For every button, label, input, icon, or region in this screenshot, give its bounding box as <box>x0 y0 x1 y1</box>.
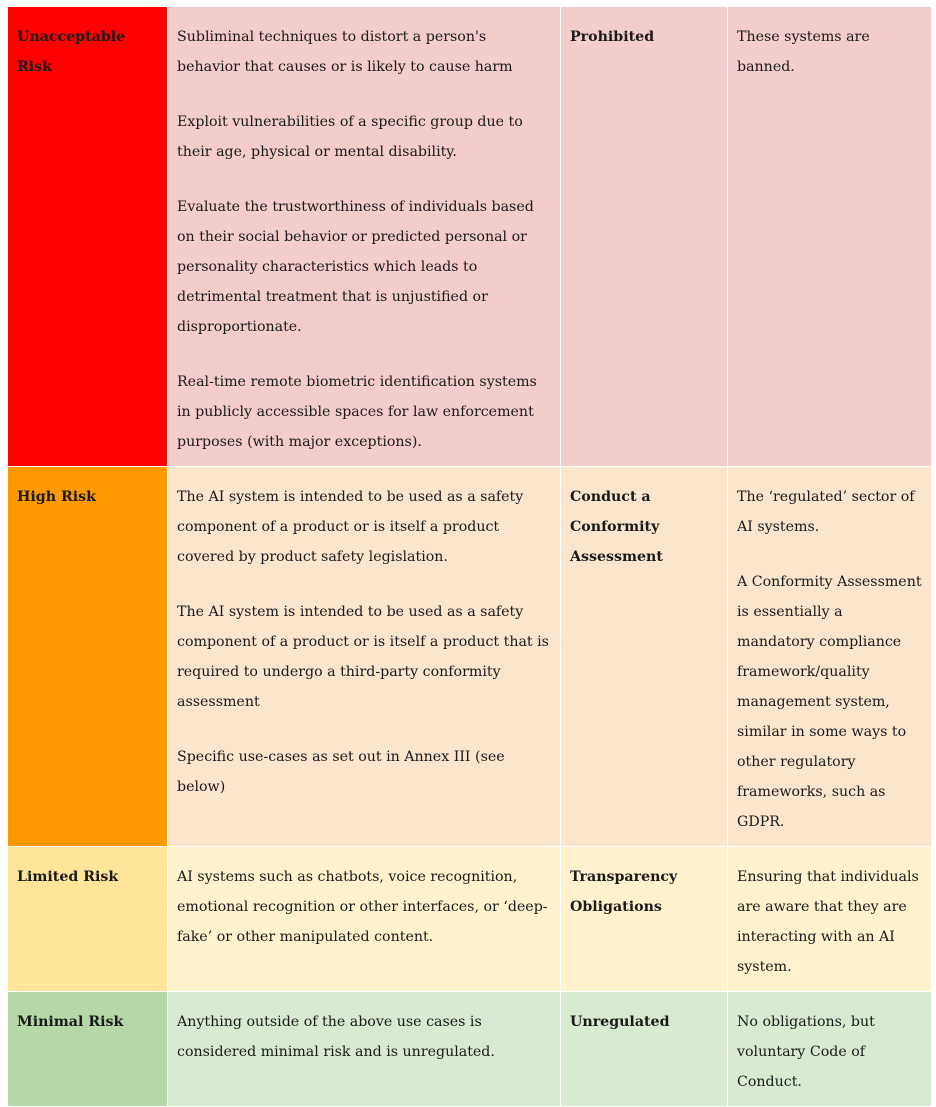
criteria-item: Subliminal techniques to distort a person's behavior that causes or is likely to cause harm <box>177 29 513 75</box>
criteria-cell <box>168 467 561 847</box>
criteria-cell <box>168 992 561 1107</box>
risk-level-cell: Limited Risk <box>8 847 168 992</box>
criteria-cell <box>168 7 561 467</box>
risk-row-limited <box>8 847 932 992</box>
notes-item: These systems are banned. <box>737 29 870 75</box>
action-cell: Conduct a Conformity Assessment <box>561 467 728 847</box>
notes-cell <box>728 992 932 1107</box>
risk-level-cell: Minimal Risk <box>8 992 168 1107</box>
action-cell: Transparency Obligations <box>561 847 728 992</box>
risk-row-unacceptable <box>8 7 932 467</box>
action-cell: Unregulated <box>561 992 728 1107</box>
risk-level-cell: Unacceptable Risk <box>8 7 168 467</box>
notes-cell <box>728 467 932 847</box>
risk-row-high <box>8 467 932 847</box>
notes-item: A Conformity Assessment is essentially a mandatory compliance framework/quality management system, similar in some ways to other regulatory frameworks, such as GDPR. <box>737 574 922 830</box>
notes-item: Ensuring that individuals are aware that they are interacting with an AI system. <box>737 869 919 975</box>
criteria-item: The AI system is intended to be used as a safety component of a product or is itself a product that is required to undergo a third-party conformity assessment <box>177 604 549 710</box>
criteria-item: AI systems such as chatbots, voice recognition, emotional recognition or other interfaces, or ‘deep-fake’ or other manipulated content. <box>177 869 548 945</box>
notes-item: The ‘regulated’ sector of AI systems. <box>737 489 915 535</box>
criteria-item: Anything outside of the above use cases is considered minimal risk and is unregulated. <box>177 1014 495 1060</box>
criteria-cell <box>168 847 561 992</box>
notes-cell <box>728 7 932 467</box>
risk-table <box>7 6 932 1107</box>
criteria-item: The AI system is intended to be used as a safety component of a product or is itself a product covered by product safety legislation. <box>177 489 524 565</box>
risk-level-cell: High Risk <box>8 467 168 847</box>
notes-item: No obligations, but voluntary Code of Conduct. <box>737 1014 875 1090</box>
criteria-item: Evaluate the trustworthiness of individuals based on their social behavior or predicted personal or personality characteristics which leads to detrimental treatment that is unjustified or disproportionate. <box>177 199 534 335</box>
criteria-item: Real-time remote biometric identification systems in publicly accessible spaces for law enforcement purposes (with major exceptions). <box>177 374 537 450</box>
risk-row-minimal <box>8 992 932 1107</box>
criteria-item: Exploit vulnerabilities of a specific group due to their age, physical or mental disability. <box>177 114 523 160</box>
criteria-item: Specific use-cases as set out in Annex III (see below) <box>177 749 505 795</box>
notes-cell <box>728 847 932 992</box>
action-cell: Prohibited <box>561 7 728 467</box>
